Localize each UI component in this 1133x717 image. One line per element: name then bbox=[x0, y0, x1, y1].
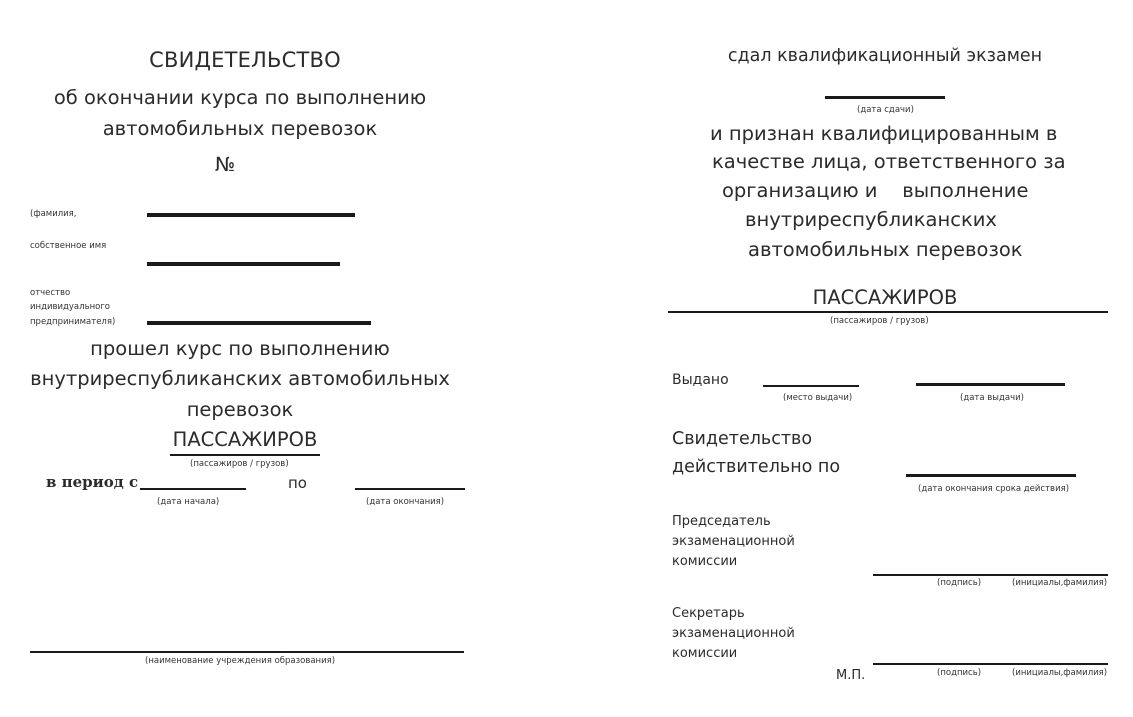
chairman-label-1: Председатель bbox=[672, 514, 771, 529]
end-date-line bbox=[355, 488, 465, 490]
exam-date-line bbox=[825, 96, 945, 99]
issued-label: Выдано bbox=[672, 372, 729, 388]
qualified-line4: внутриреспубликанских bbox=[745, 208, 997, 231]
expiry-date-hint: (дата окончания срока действия) bbox=[918, 484, 1070, 494]
certificate-title: СВИДЕТЕЛЬСТВО bbox=[149, 48, 341, 72]
secretary-signature-hint: (подпись) bbox=[937, 668, 982, 678]
qualified-line5: автомобильных перевозок bbox=[748, 238, 1023, 261]
chairman-label-2: экзаменационной bbox=[672, 534, 795, 549]
chairman-initials-hint: (инициалы,фамилия) bbox=[1012, 578, 1108, 588]
valid-line2: действительно по bbox=[672, 457, 841, 477]
end-date-hint: (дата окончания) bbox=[366, 497, 445, 507]
surname-line bbox=[147, 213, 355, 217]
chairman-signature-hint: (подпись) bbox=[937, 578, 982, 588]
certificate-number-label: № bbox=[214, 153, 236, 176]
start-date-hint: (дата начала) bbox=[157, 497, 220, 507]
institution-line bbox=[30, 651, 464, 653]
chairman-label-3: комиссии bbox=[672, 554, 738, 569]
right-transport-type-line bbox=[668, 311, 1108, 313]
qualified-line1: и признан квалифицированным в bbox=[710, 122, 1058, 145]
issue-place-line bbox=[763, 385, 859, 387]
field-patronymic-label-3: предпринимателя) bbox=[30, 317, 116, 327]
course-text-line2: внутриреспубликанских автомобильных bbox=[30, 367, 450, 390]
qualified-line2: качестве лица, ответственного за bbox=[712, 150, 1066, 173]
qualified-line3: организацию и выполнение bbox=[722, 179, 1029, 202]
secretary-label-1: Секретарь bbox=[672, 606, 745, 621]
exam-passed-text: сдал квалификационный экзамен bbox=[727, 46, 1043, 66]
issue-date-hint: (дата выдачи) bbox=[960, 393, 1024, 403]
chairman-signature-line bbox=[873, 574, 1108, 576]
name-line bbox=[147, 262, 340, 266]
institution-hint: (наименование учреждения образования) bbox=[145, 656, 336, 666]
field-patronymic-label-2: индивидуального bbox=[30, 302, 110, 312]
patronymic-line bbox=[147, 321, 371, 325]
field-name-label: собственное имя bbox=[30, 241, 107, 251]
right-transport-type: ПАССАЖИРОВ bbox=[812, 286, 958, 309]
course-text-line1: прошел курс по выполнению bbox=[90, 337, 390, 360]
exam-date-hint: (дата сдачи) bbox=[857, 105, 914, 115]
field-surname-label: (фамилия, bbox=[30, 209, 77, 219]
transport-type-line bbox=[170, 454, 320, 456]
period-to-label: по bbox=[288, 474, 307, 492]
valid-line1: Свидетельство bbox=[672, 429, 813, 449]
secretary-signature-line bbox=[873, 663, 1108, 665]
start-date-line bbox=[140, 488, 246, 490]
certificate-subtitle-line2: автомобильных перевозок bbox=[102, 117, 378, 140]
secretary-label-2: экзаменационной bbox=[672, 626, 795, 641]
transport-type-hint: (пассажиров / грузов) bbox=[190, 459, 289, 469]
period-from-label: в период с bbox=[46, 473, 139, 491]
certificate-subtitle-line1: об окончании курса по выполнению bbox=[53, 86, 427, 109]
issue-place-hint: (место выдачи) bbox=[783, 393, 853, 403]
seal-label: М.П. bbox=[836, 668, 866, 683]
field-patronymic-label-1: отчество bbox=[30, 288, 71, 298]
issue-date-line bbox=[916, 383, 1065, 386]
expiry-date-line bbox=[906, 474, 1076, 477]
secretary-initials-hint: (инициалы,фамилия) bbox=[1012, 668, 1108, 678]
right-transport-type-hint: (пассажиров / грузов) bbox=[830, 316, 929, 326]
transport-type: ПАССАЖИРОВ bbox=[172, 428, 318, 451]
course-text-line3: перевозок bbox=[186, 398, 294, 421]
secretary-label-3: комиссии bbox=[672, 646, 738, 661]
